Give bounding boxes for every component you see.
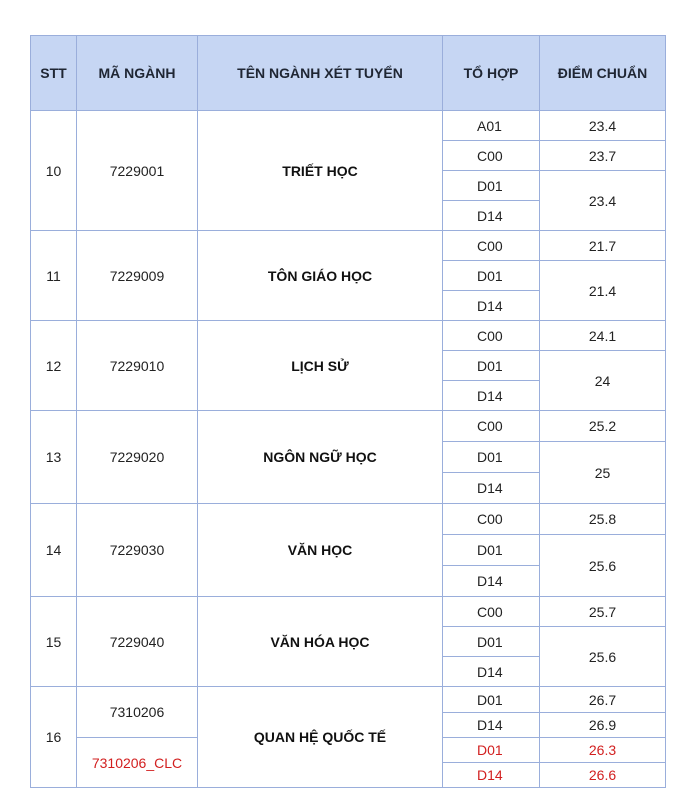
stt-cell: 12 (31, 321, 77, 411)
major-name-cell: TRIẾT HỌC (198, 111, 443, 231)
header-ma-nganh: MÃ NGÀNH (77, 36, 198, 111)
major-code-cell: 7229009 (77, 231, 198, 321)
score-cell: 25.6 (540, 535, 666, 597)
score-cell: 24.1 (540, 321, 666, 351)
admission-table-wrapper (30, 35, 666, 788)
combo-cell: C00 (443, 321, 540, 351)
header-ten-nganh: TÊN NGÀNH XÉT TUYỂN (198, 36, 443, 111)
table-row (31, 111, 666, 141)
combo-cell: D14 (443, 657, 540, 687)
major-code-cell: 7229001 (77, 111, 198, 231)
combo-cell: D14 (443, 473, 540, 504)
combo-cell: D01 (443, 261, 540, 291)
table-row (31, 504, 666, 535)
combo-cell: C00 (443, 504, 540, 535)
combo-cell: D01 (443, 351, 540, 381)
combo-cell: D14 (443, 713, 540, 738)
table-row (31, 687, 666, 713)
combo-cell-highlighted: D01 (443, 738, 540, 763)
table-row (31, 411, 666, 442)
score-cell: 23.4 (540, 171, 666, 231)
header-stt: STT (31, 36, 77, 111)
major-code-cell: 7229030 (77, 504, 198, 597)
score-cell: 26.9 (540, 713, 666, 738)
major-name-cell: LỊCH SỬ (198, 321, 443, 411)
score-cell: 24 (540, 351, 666, 411)
stt-cell: 16 (31, 687, 77, 788)
combo-cell: D01 (443, 171, 540, 201)
major-code-cell: 7310206 (77, 687, 198, 738)
score-cell-highlighted: 26.6 (540, 763, 666, 788)
major-name-cell: TÔN GIÁO HỌC (198, 231, 443, 321)
table-row (31, 231, 666, 261)
score-cell: 25.6 (540, 627, 666, 687)
combo-cell: D01 (443, 627, 540, 657)
combo-cell: D14 (443, 291, 540, 321)
major-code-cell: 7229020 (77, 411, 198, 504)
combo-cell: D01 (443, 535, 540, 566)
major-name-cell: NGÔN NGỮ HỌC (198, 411, 443, 504)
combo-cell: D01 (443, 442, 540, 473)
major-code-cell: 7229040 (77, 597, 198, 687)
score-cell: 23.4 (540, 111, 666, 141)
table-header-row (31, 36, 666, 111)
header-diem-chuan: ĐIỂM CHUẨN (540, 36, 666, 111)
stt-cell: 14 (31, 504, 77, 597)
table-row (31, 321, 666, 351)
combo-cell: C00 (443, 231, 540, 261)
major-code-cell: 7229010 (77, 321, 198, 411)
stt-cell: 13 (31, 411, 77, 504)
stt-cell: 10 (31, 111, 77, 231)
combo-cell: A01 (443, 111, 540, 141)
stt-cell: 11 (31, 231, 77, 321)
combo-cell-highlighted: D14 (443, 763, 540, 788)
header-to-hop: TỔ HỢP (443, 36, 540, 111)
combo-cell: D14 (443, 201, 540, 231)
score-cell: 23.7 (540, 141, 666, 171)
combo-cell: C00 (443, 141, 540, 171)
score-cell-highlighted: 26.3 (540, 738, 666, 763)
combo-cell: C00 (443, 597, 540, 627)
combo-cell: C00 (443, 411, 540, 442)
score-cell: 21.4 (540, 261, 666, 321)
major-name-cell: QUAN HỆ QUỐC TẾ (198, 687, 443, 788)
combo-cell: D01 (443, 687, 540, 713)
combo-cell: D14 (443, 566, 540, 597)
major-name-cell: VĂN HÓA HỌC (198, 597, 443, 687)
major-name-cell: VĂN HỌC (198, 504, 443, 597)
score-cell: 25.8 (540, 504, 666, 535)
stt-cell: 15 (31, 597, 77, 687)
score-cell: 25 (540, 442, 666, 504)
score-cell: 25.2 (540, 411, 666, 442)
admission-score-table (30, 35, 666, 788)
score-cell: 21.7 (540, 231, 666, 261)
combo-cell: D14 (443, 381, 540, 411)
score-cell: 26.7 (540, 687, 666, 713)
major-code-clc-cell: 7310206_CLC (77, 738, 198, 788)
table-row (31, 597, 666, 627)
score-cell: 25.7 (540, 597, 666, 627)
